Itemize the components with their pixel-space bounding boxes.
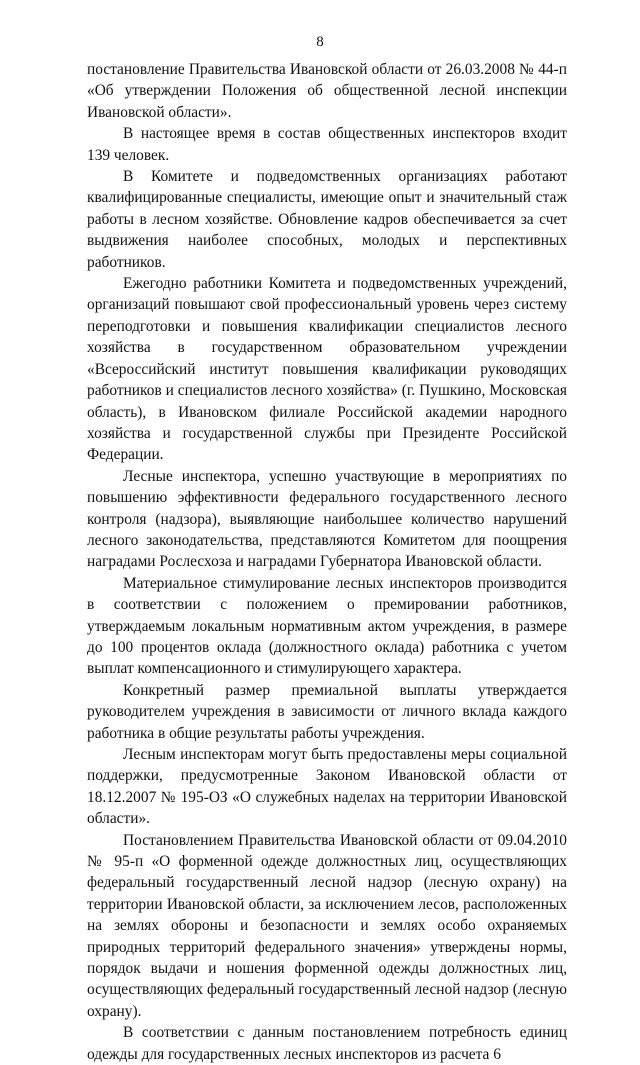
document-body bbox=[87, 59, 567, 1065]
paragraph-uniform-resolution: Постановлением Правительства Ивановской области от 09.04.2010 № 95-п «О форменной одежде должностных лиц, осуществляющих федеральный государственный лесной надзор (лесную охрану) на территории Ивановской области, за исключением лесов, расположенных на землях обороны и безопасности и землях особо охраняемых природных территорий федерального значения» утверждены нормы, порядок выдачи и ношения форменной одежды должностных лиц, осуществляющих федеральный государственный лесной надзор (лесную охрану). bbox=[87, 831, 567, 1020]
page-number: 8 bbox=[316, 34, 324, 50]
paragraph-bonus-amount: Конкретный размер премиальной выплаты утверждается руководителем учреждения в зависимости от личного вклада каждого работника в общие результаты работы учреждения. bbox=[87, 681, 567, 742]
paragraph-uniform-needs: В соответствии с данным постановлением потребность единиц одежды для государственных лесных инспекторов из расчета 6 bbox=[87, 1024, 567, 1063]
paragraph-qualification: Ежегодно работники Комитета и подведомственных учреждений, организаций повышают свой профессиональный уровень через систему переподготовки и повышения квалификации специалистов лесного хозяйства в государственном образовательном учреждении «Всероссийский институт повышения квалификации руководящих работников и специалистов лесного хозяйства» (г. Пушкино, Московская область), в Ивановском филиале Российской академии народного хозяйства и государственной службы при Президенте Российской Федерации. bbox=[87, 275, 567, 464]
paragraph-awards: Лесные инспектора, успешно участвующие в мероприятиях по повышению эффективности федерального государственного лесного контроля (надзора), выявляющие наибольшее количество нарушений лесного законодательства, представляются Комитетом для поощрения наградами Рослесхоза и наградами Губернатора Ивановской области. bbox=[87, 467, 567, 571]
paragraph-incentives: Материальное стимулирование лесных инспекторов производится в соответствии с положением о премировании работников, утверждаемым локальным нормативным актом учреждения, в размере до 100 процентов оклада (должностного оклада) работника с учетом выплат компенсационного и стимулирующего характера. bbox=[87, 574, 567, 678]
paragraph-social-support: Лесным инспекторам могут быть предоставлены меры социальной поддержки, предусмотренные Законом Ивановской области от 18.12.2007 № 195-ОЗ «О служебных наделах на территории Ивановской области». bbox=[87, 746, 567, 828]
paragraph-specialists: В Комитете и подведомственных организациях работают квалифицированные специалисты, имеющие опыт и значительный стаж работы в лесном хозяйстве. Обновление кадров обеспечивается за счет выдвижения наиболее способных, молодых и перспективных работников. bbox=[87, 168, 567, 271]
paragraph-inspectors-count: В настоящее время в состав общественных инспекторов входит 139 человек. bbox=[87, 125, 567, 164]
paragraph-continuation: постановление Правительства Ивановской области от 26.03.2008 № 44-п «Об утверждении Положения об общественной лесной инспекции Ивановской области». bbox=[87, 61, 567, 121]
